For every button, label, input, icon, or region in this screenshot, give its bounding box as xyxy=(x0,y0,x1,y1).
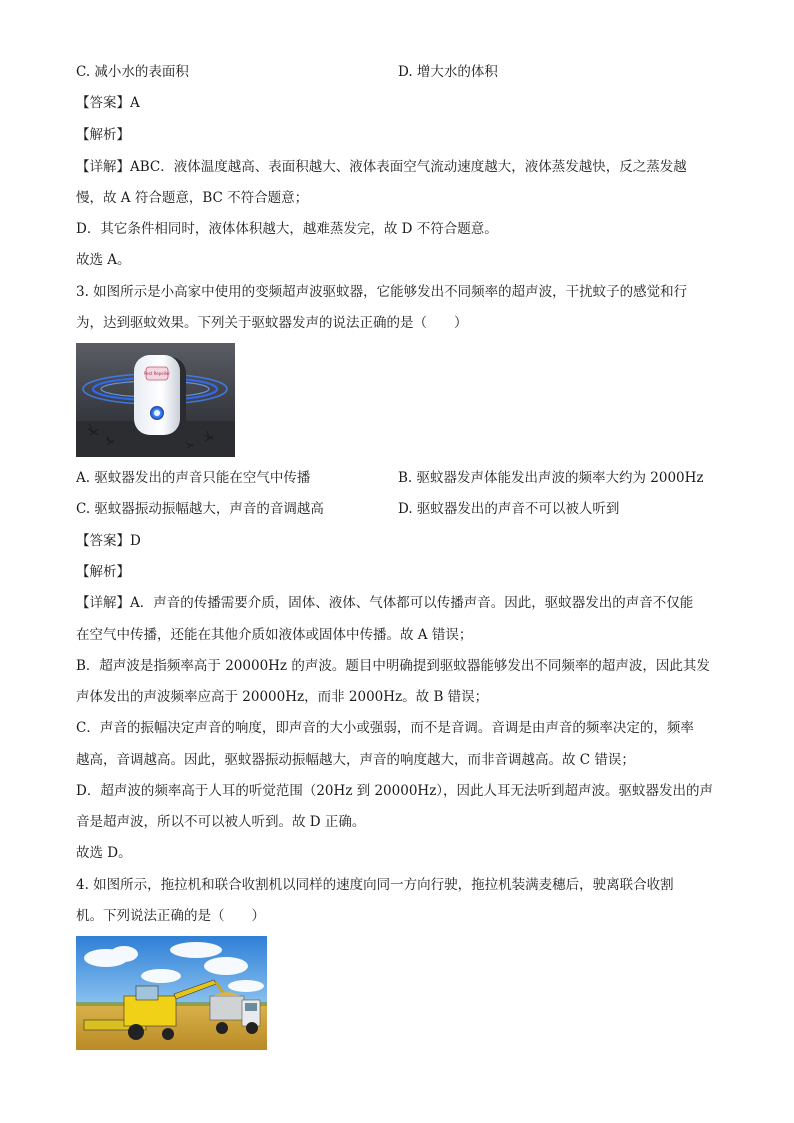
harvester-tractor-illustration xyxy=(76,936,267,1050)
q3-option-a: A. 驱蚊器发出的声音只能在空气中传播 xyxy=(76,470,311,486)
q2-detail-line-1: 【详解】ABC．液体温度越高、表面积越大、液体表面空气流动速度越大，液体蒸发越快，反之蒸发越 xyxy=(76,159,687,175)
q4-stem-line-2: 机。下列说法正确的是（ ） xyxy=(76,908,265,924)
q2-options-row xyxy=(76,62,736,82)
q3-stem-line-2: 为，达到驱蚊效果。下列关于驱蚊器发声的说法正确的是（ ） xyxy=(76,315,468,331)
q3-option-b: B. 驱蚊器发声体能发出声波的频率大约为 2000Hz xyxy=(398,470,704,486)
q3-options-row-1 xyxy=(76,468,736,488)
q3-option-d: D. 驱蚊器发出的声音不可以被人听到 xyxy=(398,501,620,517)
q3-options-row-2 xyxy=(76,499,736,519)
q3-analysis-heading: 【解析】 xyxy=(76,564,130,580)
q3-conclusion: 故选 D。 xyxy=(76,845,132,861)
q2-conclusion: 故选 A。 xyxy=(76,252,131,268)
q3-detail-line-7: D．超声波的频率高于人耳的听觉范围（20Hz 到 20000Hz），因此人耳无法听到超声波。驱蚊器发出的声 xyxy=(76,783,714,799)
q2-option-c: C. 减小水的表面积 xyxy=(76,64,189,80)
q2-option-d: D. 增大水的体积 xyxy=(398,64,498,80)
q3-detail-line-8: 音是超声波，所以不可以被人听到。故 D 正确。 xyxy=(76,814,366,830)
harvester-tractor-figure xyxy=(76,936,267,1050)
q3-option-c: C. 驱蚊器振动振幅越大，声音的音调越高 xyxy=(76,501,324,517)
mosquito-repeller-illustration xyxy=(76,343,235,457)
q3-answer: 【答案】D xyxy=(76,533,141,549)
q2-detail-line-2: 慢，故 A 符合题意，BC 不符合题意； xyxy=(76,190,309,206)
q2-detail-line-3: D．其它条件相同时，液体体积越大，越难蒸发完，故 D 不符合题意。 xyxy=(76,221,498,237)
q2-answer: 【答案】A xyxy=(76,95,140,111)
q3-detail-line-5: C．声音的振幅决定声音的响度，即声音的大小或强弱，而不是音调。音调是由声音的频率决定的，频率 xyxy=(76,720,694,736)
q3-stem-line-1: 3. 如图所示是小高家中使用的变频超声波驱蚊器，它能够发出不同频率的超声波，干扰蚊子的感觉和行 xyxy=(76,284,688,300)
q3-detail-line-2: 在空气中传播，还能在其他介质如液体或固体中传播。故 A 错误； xyxy=(76,627,473,643)
q3-detail-line-1: 【详解】A．声音的传播需要介质，固体、液体、气体都可以传播声音。因此，驱蚊器发出的声音不仅能 xyxy=(76,595,694,611)
q3-detail-line-3: B．超声波是指频率高于 20000Hz 的声波。题目中明确提到驱蚊器能够发出不同频率的超声波，因此其发 xyxy=(76,658,710,674)
device-label: Pest Repeller xyxy=(143,371,171,376)
q2-analysis-heading: 【解析】 xyxy=(76,127,130,143)
q3-detail-line-6: 越高，音调越高。因此，驱蚊器振动振幅越大，声音的响度越大，而非音调越高。故 C 错误； xyxy=(76,752,635,768)
q3-detail-line-4: 声体发出的声波频率应高于 20000Hz，而非 2000Hz。故 B 错误； xyxy=(76,689,489,705)
mosquito-repeller-figure xyxy=(76,343,235,457)
q4-stem-line-1: 4. 如图所示，拖拉机和联合收割机以同样的速度向同一方向行驶，拖拉机装满麦穗后，驶离联合收割 xyxy=(76,877,674,893)
